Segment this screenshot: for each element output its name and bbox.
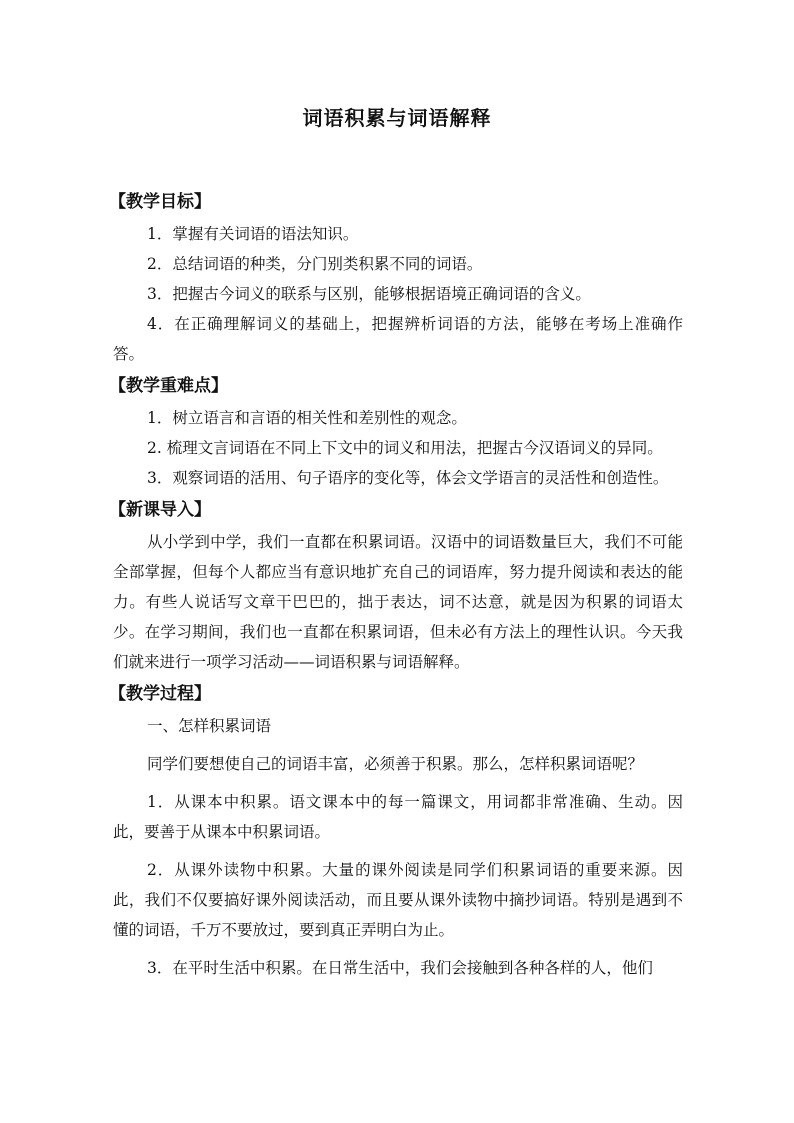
- goal-item-1: 1．掌握有关词语的语法知识。: [147, 225, 359, 243]
- key-points-heading: 【教学重难点】: [109, 376, 228, 396]
- goals-heading: 【教学目标】: [109, 192, 211, 212]
- document-body: [109, 185, 683, 983]
- process-paragraph-3: 3．在平时生活中积累。在日常生活中，我们会接触到各种各样的人，他们: [147, 959, 653, 977]
- document-title: 词语积累与词语解释: [302, 106, 492, 130]
- key-point-item-2: 2. 梳理文言词语在不同上下文中的词义和用法，把握古今汉语词义的异同。: [147, 439, 663, 457]
- goal-item-4: 4．在正确理解词义的基础上，把握辨析词语的方法，能够在考场上准确作答。: [113, 315, 683, 363]
- key-point-item-3: 3．观察词语的活用、句子语序的变化等，体会文学语言的灵活性和创造性。: [147, 469, 669, 487]
- key-point-item-1: 1．树立语言和言语的相关性和差别性的观念。: [147, 409, 467, 427]
- intro-paragraph: 从小学到中学，我们一直都在积累词语。汉语中的词语数量巨大，我们不可能全部掌握，但每个人都应当有意识地扩充自己的词语库，努力提升阅读和表达的能力。有些人说话写文章干巴巴的，拙于表达，词不达意，就是因为积累的词语太少。在学习期间，我们也一直都在积累词语，但未必有方法上的理性认识。今天我们就来进行一项学习活动——词语积累与词语解释。: [113, 533, 683, 671]
- process-subheading: 一、怎样积累词语: [147, 717, 272, 735]
- goal-item-3: 3．把握古今词义的联系与区别，能够根据语境正确词语的含义。: [147, 285, 591, 303]
- process-paragraph-1: 1．从课本中积累。语文课本中的每一篇课文，用词都非常准确、生动。因此，要善于从课本中积累词语。: [113, 793, 683, 841]
- process-question: 同学们要想使自己的词语丰富，必须善于积累。那么，怎样积累词语呢？: [147, 755, 644, 773]
- process-paragraph-2: 2．从课外读物中积累。大量的课外阅读是同学们积累词语的重要来源。因此，我们不仅要搞好课外阅读活动，而且要从课外读物中摘抄词语。特别是遇到不懂的词语，千万不要放过，要到真正弄明白为止。: [113, 861, 683, 939]
- goal-item-2: 2．总结词语的种类，分门别类积累不同的词语。: [147, 255, 483, 273]
- intro-heading: 【新课导入】: [109, 500, 211, 520]
- process-heading: 【教学过程】: [109, 684, 211, 704]
